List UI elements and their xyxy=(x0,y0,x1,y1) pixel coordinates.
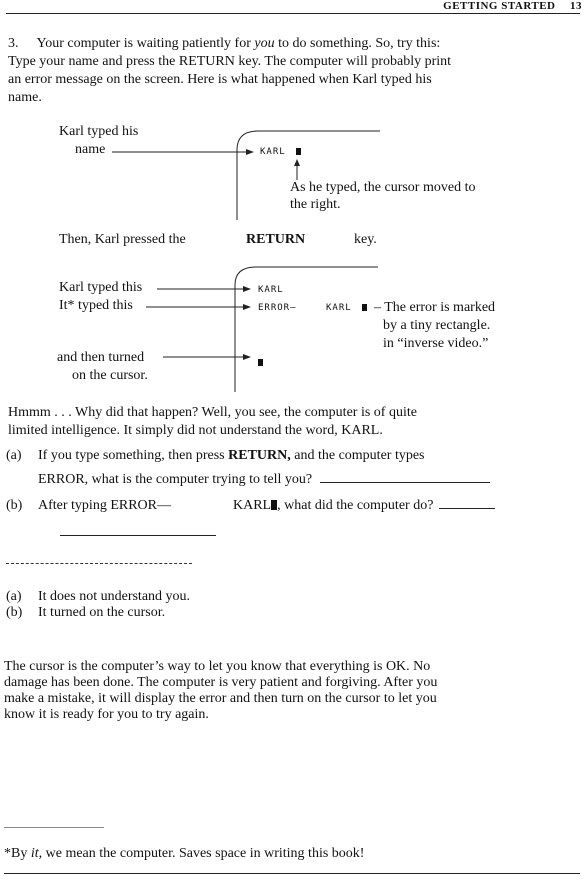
screen-text-karl: KARL xyxy=(260,147,286,157)
diagram1-label-line2: name xyxy=(75,142,106,157)
hmmm-paragraph xyxy=(8,404,576,440)
question-b-text-post: , what did the computer do? xyxy=(277,498,434,513)
footnote-emphasis: it, xyxy=(30,846,43,861)
screen-error-text: ERROR— xyxy=(258,303,297,313)
step3-line4: name. xyxy=(8,90,42,105)
question-a-label: (a) xyxy=(6,448,22,463)
question-b-karl: KARL xyxy=(233,498,272,513)
diagram2-screen-karl xyxy=(326,303,367,313)
diagram2-note-line2: by a tiny rectangle. xyxy=(383,318,491,333)
question-a-return: RETURN, xyxy=(228,448,291,463)
diagram2-screen-line2 xyxy=(258,303,297,313)
question-b-text-pre: After typing ERROR— xyxy=(38,498,171,513)
diagram2-label3-line1: and then turned xyxy=(57,350,145,365)
answer-blank-a[interactable] xyxy=(320,482,490,483)
step3-text-a: Your computer is waiting patiently for xyxy=(36,36,255,51)
question-b-label: (b) xyxy=(6,498,23,513)
closing-paragraph xyxy=(4,659,582,723)
step3-line3: an error message on the screen. Here is what happened when Karl typed his xyxy=(8,72,432,87)
diagram2-label2: It* typed this xyxy=(59,298,133,313)
footnote xyxy=(4,845,364,863)
return-key-label: RETURN xyxy=(246,232,306,247)
footnote-rule xyxy=(4,827,104,828)
closing-line1: The cursor is the computer’s way to let you know that everything is OK. No xyxy=(4,659,431,674)
footnote-post: we mean the computer. Saves space in writing this book! xyxy=(42,846,365,861)
diagram1-label-line1: Karl typed his xyxy=(59,124,139,139)
question-b-rest xyxy=(233,497,578,515)
closing-line4: know it is ready for you to try again. xyxy=(4,707,209,722)
hmmm-line2: limited intelligence. It simply did not understand the word, KARL. xyxy=(8,423,383,438)
answer-a-text: It does not understand you. xyxy=(38,589,191,604)
return-text-before: Then, Karl pressed the xyxy=(59,232,186,247)
diagram2-label3-line2: on the cursor. xyxy=(72,368,148,383)
inverse-video-block xyxy=(362,304,367,311)
question-a-text-post: and the computer types xyxy=(290,448,425,463)
question-a-text-pre: If you type something, then press xyxy=(38,448,229,463)
answer-a-label: (a) xyxy=(6,589,22,604)
closing-line2: damage has been done. The computer is very patient and forgiving. After you xyxy=(4,675,438,690)
header-title: GETTING STARTED xyxy=(443,0,556,12)
screen-karl-text: KARL xyxy=(326,303,352,313)
return-text-after: key. xyxy=(354,232,377,247)
answer-b-label: (b) xyxy=(6,605,23,620)
step3-line2: Type your name and press the RETURN key. The computer will probably print xyxy=(8,54,452,69)
diagram2-label1: Karl typed this xyxy=(59,280,143,295)
footnote-pre: *By xyxy=(4,846,31,861)
diagram2-note-line3: in “inverse video.” xyxy=(383,336,489,351)
answer-b-text: It turned on the cursor. xyxy=(38,605,166,620)
diagram2-screen-line1: KARL xyxy=(258,285,284,295)
hmmm-line1: Hmmm . . . Why did that happen? Well, you see, the computer is of quite xyxy=(8,405,417,420)
page-number: 13 xyxy=(570,0,582,12)
closing-line3: make a mistake, it will display the error and then turn on the cursor to let you xyxy=(4,691,437,706)
step3-text-b: to do something. So, try this: xyxy=(274,36,441,51)
step3-emphasis: you xyxy=(254,36,275,51)
diagram2-cursor xyxy=(258,353,263,371)
answer-blank-b1[interactable] xyxy=(439,508,495,509)
cursor-block xyxy=(258,359,263,366)
step-number: 3. xyxy=(8,36,19,51)
question-a-line2 xyxy=(38,471,578,489)
diagram1-note-line1: As he typed, the cursor moved to xyxy=(290,180,476,195)
diagram2-note-line1: – The error is marked xyxy=(374,300,496,315)
answer-blank-b2[interactable] xyxy=(60,535,216,536)
answer-separator xyxy=(6,563,192,564)
question-a-line1 xyxy=(38,447,578,465)
diagram1-note-line2: the right. xyxy=(290,197,341,212)
question-a-text-line2: ERROR, what is the computer trying to tell you? xyxy=(38,472,313,487)
bottom-rule xyxy=(4,873,580,874)
